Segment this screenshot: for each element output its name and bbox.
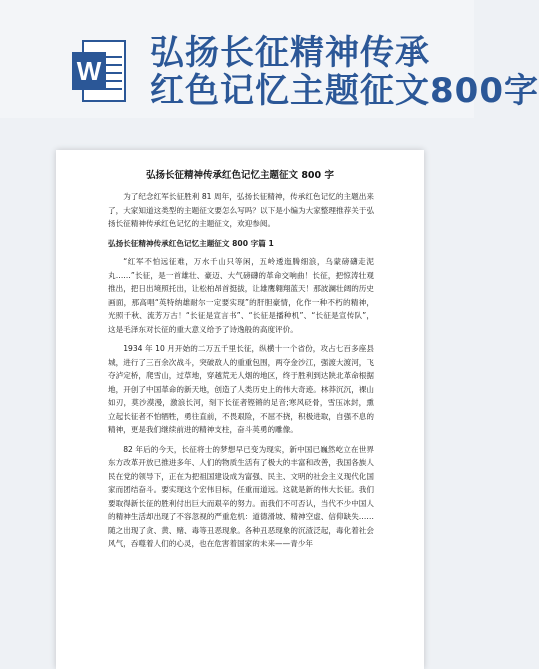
document-page: [56, 150, 424, 669]
body-paragraph: “红军不怕远征难，万水千山只等闲，五岭逶迤腾细浪，乌蒙磅礴走泥丸……”长征，是一首雄壮、豪迈、大气磅礴的革命交响曲！长征，把惊涛壮观推出，把日出境照托出，让松柏昂首挺拔，让雄鹰翱翔蓝天！那波澜壮阔的历史画面，那高唱“英特纳雄耐尔一定要实现”的肝胆豪情，化作一种不朽的精神，光照千秋、流芳万古！“长征是宣言书”、“长征是播种机”、“长征是宣传队”，这是毛泽东对长征的重大意义给予了诗逸般的高度评价。: [108, 257, 374, 334]
document-title: 弘扬长征精神传承红色记忆主题征文 800 字: [146, 170, 334, 181]
word-document-icon: [72, 40, 128, 102]
word-logo-badge: W: [72, 52, 106, 90]
document-body: [108, 190, 374, 557]
title-line-2: 红色记忆主题征文800字: [150, 71, 539, 111]
article-subheading: 弘扬长征精神传承红色记忆主题征文 800 字篇 1: [108, 238, 274, 248]
body-paragraph: 82 年后的今天，长征将士的梦想早已变为现实，新中国已巍然屹立在世界东方改革开放已推进多年、人们的物质生活有了极大的丰富和改善，我国各族人民在党的领导下，正在为把祖国建设成为富强、民主、文明的社会主义现代化国家而团结奋斗。要实现这个宏伟目标，任重而道远。这就是新的伟大长征。我们要取得新长征的胜利付出巨大而艰辛的努力。而我们不可否认，当代不少中国人的精神生活却出现了不容忽视的严重危机：道德滑坡、精神空虚、信仰缺失……随之出现了贪、黄、赌、毒等丑恶现象。各种丑恶现象的沉渣泛起，毒化着社会风气，吞噬着人们的心灵，也在危害着国家的未来——青少年: [108, 444, 374, 548]
page-title: [150, 33, 539, 111]
title-line-1: 弘扬长征精神传承: [150, 33, 430, 73]
intro-paragraph: 为了纪念红军长征胜利 81 周年，弘扬长征精神，传承红色记忆的主题出来了，大家知道这类型的主题征文要怎么写吗？以下是小编为大家整理推荐关于弘扬长征精神传承红色记忆的主题征文，欢迎参阅。: [108, 192, 374, 228]
body-paragraph: 1934 年 10 月开始的二万五千里长征，纵横十一个省份，攻占七百多座县城，进行了三百余次战斗，突破敌人的重重包围，两夺金沙江，强渡大渡河，飞夺泸定桥，爬雪山，过草地，穿越荒无人烟的地区，终于胜利到达陕北革命根据地，开创了中国革命的新天地，创造了人类历史上的伟大奇迹。林莽沉沉，裸山如刃，莫沙漠漫，激浪长河，刻下长征者铿锵的足音;寒风砭骨，雪压冰封，熏立起长征者不怕牺牲，勇往直前，不畏艰险，不屈不挠，积极进取，自强不息的精神，更是我们继续前进的精神支柱，奋斗英勇的雕像。: [108, 344, 374, 434]
header-banner: [0, 0, 539, 118]
